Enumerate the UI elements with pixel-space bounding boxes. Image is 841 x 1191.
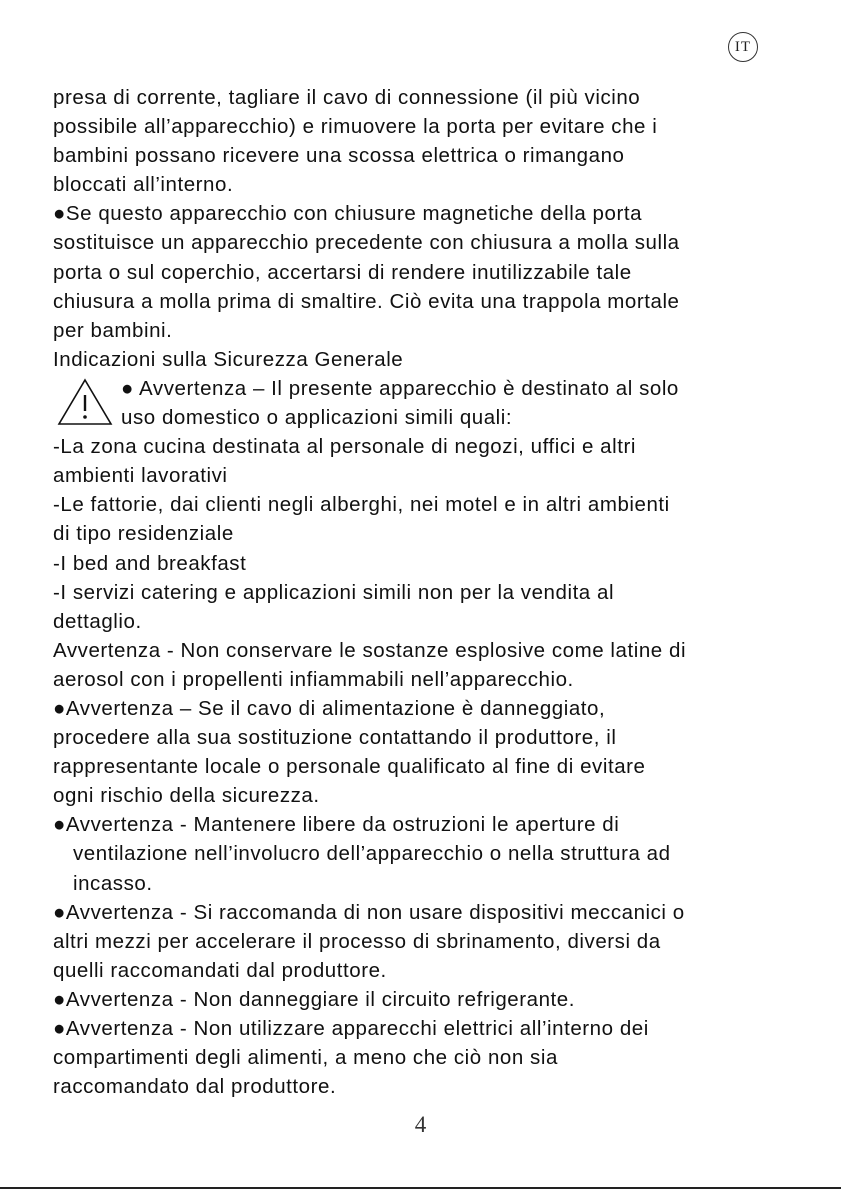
text-line: di tipo residenziale [53, 522, 234, 546]
section-heading: Indicazioni sulla Sicurezza Generale [53, 347, 404, 371]
text-line-indented: incasso. [73, 871, 153, 895]
text-line-indented: ventilazione nell’involucro dell’apparecchio o nella struttura ad [73, 842, 671, 866]
text-line: quelli raccomandati dal produttore. [53, 958, 387, 982]
text-line: -Le fattorie, dai clienti negli alberghi, nei motel e in altri ambienti [53, 493, 670, 517]
text-line: chiusura a molla prima di smaltire. Ciò evita una trappola mortale [53, 289, 680, 313]
text-line: compartimenti degli alimenti, a meno che ciò non sia [53, 1046, 558, 1070]
warning-triangle-icon [57, 378, 113, 428]
text-line: presa di corrente, tagliare il cavo di connessione (il più vicino [53, 86, 641, 109]
text-line: ambienti lavorativi [53, 464, 228, 488]
text-line: procedere alla sua sostituzione contattando il produttore, il [53, 726, 617, 750]
text-line: possibile all’apparecchio) e rimuovere la porta per evitare che i [53, 115, 658, 139]
text-line: -La zona cucina destinata al personale di negozi, uffici e altri [53, 435, 636, 459]
page-number: 4 [414, 1112, 427, 1137]
text-line: ●Avvertenza - Mantenere libere da ostruzioni le aperture di [53, 813, 620, 837]
text-line: Avvertenza - Non conservare le sostanze esplosive come latine di [53, 638, 687, 662]
text-line: -I servizi catering e applicazioni simili non per la vendita al [53, 580, 615, 604]
warning-line: ● Avvertenza – Il presente apparecchio è destinato al solo [121, 376, 679, 400]
text-line: per bambini. [53, 318, 173, 342]
text-line: ●Avvertenza - Non utilizzare apparecchi elettrici all’interno dei [53, 1017, 649, 1040]
text-line: dettaglio. [53, 609, 142, 633]
text-line: ●Avvertenza - Non danneggiare il circuito refrigerante. [53, 987, 575, 1011]
text-line: sostituisce un apparecchio precedente con chiusura a molla sulla [53, 231, 680, 255]
page-body [53, 83, 833, 1101]
text-line: rappresentante locale o personale qualificato al fine di evitare [53, 755, 646, 779]
warning-line: uso domestico o applicazioni simili quali: [121, 406, 513, 430]
text-line: ogni rischio della sicurezza. [53, 784, 320, 808]
text-line: porta o sul coperchio, accertarsi di rendere inutilizzabile tale [53, 260, 632, 284]
text-line: aerosol con i propellenti infiammabili nell’apparecchio. [53, 667, 574, 691]
bottom-rule [0, 1187, 841, 1189]
text-line: ●Se questo apparecchio con chiusure magnetiche della porta [53, 202, 643, 226]
language-badge: IT [728, 32, 758, 62]
text-line: bambini possano ricevere una scossa elettrica o rimangano [53, 144, 625, 168]
text-line: altri mezzi per accelerare il processo di sbrinamento, diversi da [53, 929, 661, 953]
text-line: bloccati all’interno. [53, 173, 234, 197]
text-line: raccomandato dal produttore. [53, 1075, 337, 1099]
text-line: ●Avvertenza - Si raccomanda di non usare dispositivi meccanici o [53, 900, 685, 924]
warning-block [53, 374, 833, 432]
text-line: -I bed and breakfast [53, 551, 247, 575]
text-line: ●Avvertenza – Se il cavo di alimentazione è danneggiato, [53, 696, 606, 720]
